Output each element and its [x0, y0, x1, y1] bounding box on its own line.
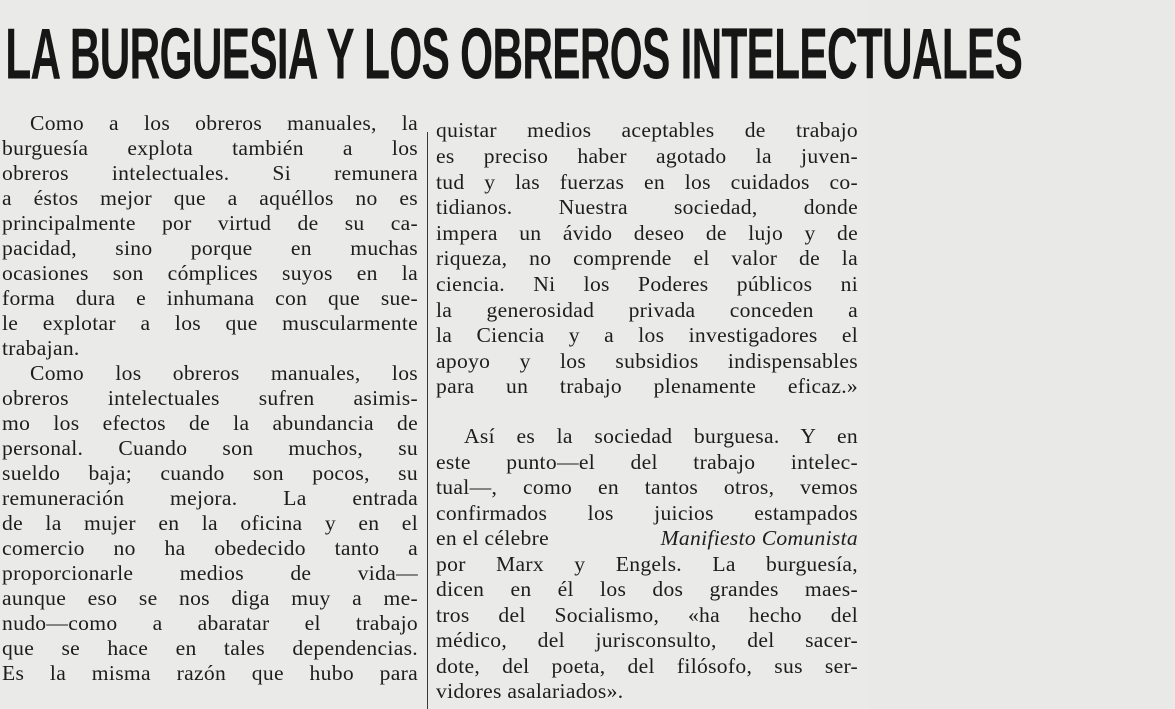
text-line: Como a los obreros manuales, la [30, 111, 418, 135]
left-column [2, 104, 418, 709]
text-line: la generosidad privada conceden a [436, 298, 858, 322]
right-column [436, 104, 858, 709]
text-line: que se hace en tales dependencias. [2, 636, 418, 660]
text-line [436, 526, 858, 551]
text-line: de la mujer en la oficina y en el [2, 511, 418, 535]
text-line: para un trabajo plenamente eficaz.» [436, 374, 858, 398]
text-line: proporcionarle medios de vida— [2, 561, 418, 585]
text-line: nudo—como a abaratar el trabajo [2, 611, 418, 635]
text-line: tidianos. Nuestra sociedad, donde [436, 195, 858, 219]
text-line: tud y las fuerzas en los cuidados co- [436, 170, 858, 194]
text-line: sueldo baja; cuando son pocos, su [2, 461, 418, 485]
text-line: es preciso haber agotado la juven- [436, 144, 858, 168]
text-line: apoyo y los subsidios indispensables [436, 349, 858, 373]
column-divider [427, 132, 428, 709]
text-line: Es la misma razón que hubo para [2, 661, 418, 685]
text-line: dote, del poeta, del filósofo, sus ser- [436, 654, 858, 678]
text-line: obreros intelectuales sufren asimis- [2, 386, 418, 410]
text-line: pacidad, sino porque en muchas [2, 236, 418, 260]
text-line: confirmados los juicios estampados [436, 501, 858, 525]
text-line: remuneración mejora. La entrada [2, 486, 418, 510]
text-line: forma dura e inhumana con que sue- [2, 286, 418, 310]
text-fragment: en el célebre [436, 526, 549, 550]
headline-text: LA BURGUESIA Y LOS OBREROS INTELECTUALES [5, 15, 1023, 95]
text-line: ciencia. Ni los Poderes públicos ni [436, 272, 858, 296]
text-line: comercio no ha obedecido tanto a [2, 536, 418, 560]
text-line: personal. Cuando son muchos, su [2, 436, 418, 460]
text-line: principalmente por virtud de su ca- [2, 211, 418, 235]
text-line: quistar medios aceptables de trabajo [436, 118, 858, 142]
text-line: por Marx y Engels. La burguesía, [436, 552, 858, 576]
text-line: aunque eso se nos diga muy a me- [2, 586, 418, 610]
text-line: a éstos mejor que a aquéllos no es [2, 186, 418, 210]
text-line: médico, del jurisconsulto, del sacer- [436, 628, 858, 652]
book-title: Manifiesto Comunista [660, 526, 858, 550]
text-line: mo los efectos de la abundancia de [2, 411, 418, 435]
text-line: burguesía explota también a los [2, 136, 418, 160]
text-line: tros del Socialismo, «ha hecho del [436, 603, 858, 627]
text-line: Así es la sociedad burguesa. Y en [464, 424, 858, 448]
text-line: dicen en él los dos grandes maes- [436, 577, 858, 601]
text-line: le explotar a los que muscularmente [2, 311, 418, 335]
text-line: este punto—el del trabajo intelec- [436, 450, 858, 474]
text-line: vidores asalariados». [436, 679, 624, 703]
text-line: impera un ávido deseo de lujo y de [436, 221, 858, 245]
text-line: obreros intelectuales. Si remunera [2, 161, 418, 185]
text-line: trabajan. [2, 336, 80, 360]
text-line: ocasiones son cómplices suyos en la [2, 261, 418, 285]
text-line: la Ciencia y a los investigadores el [436, 323, 858, 347]
headline [0, 6, 1023, 104]
text-line: riqueza, no comprende el valor de la [436, 246, 858, 270]
text-line: tual—, como en tantos otros, vemos [436, 475, 858, 499]
text-line: Como los obreros manuales, los [30, 361, 418, 385]
